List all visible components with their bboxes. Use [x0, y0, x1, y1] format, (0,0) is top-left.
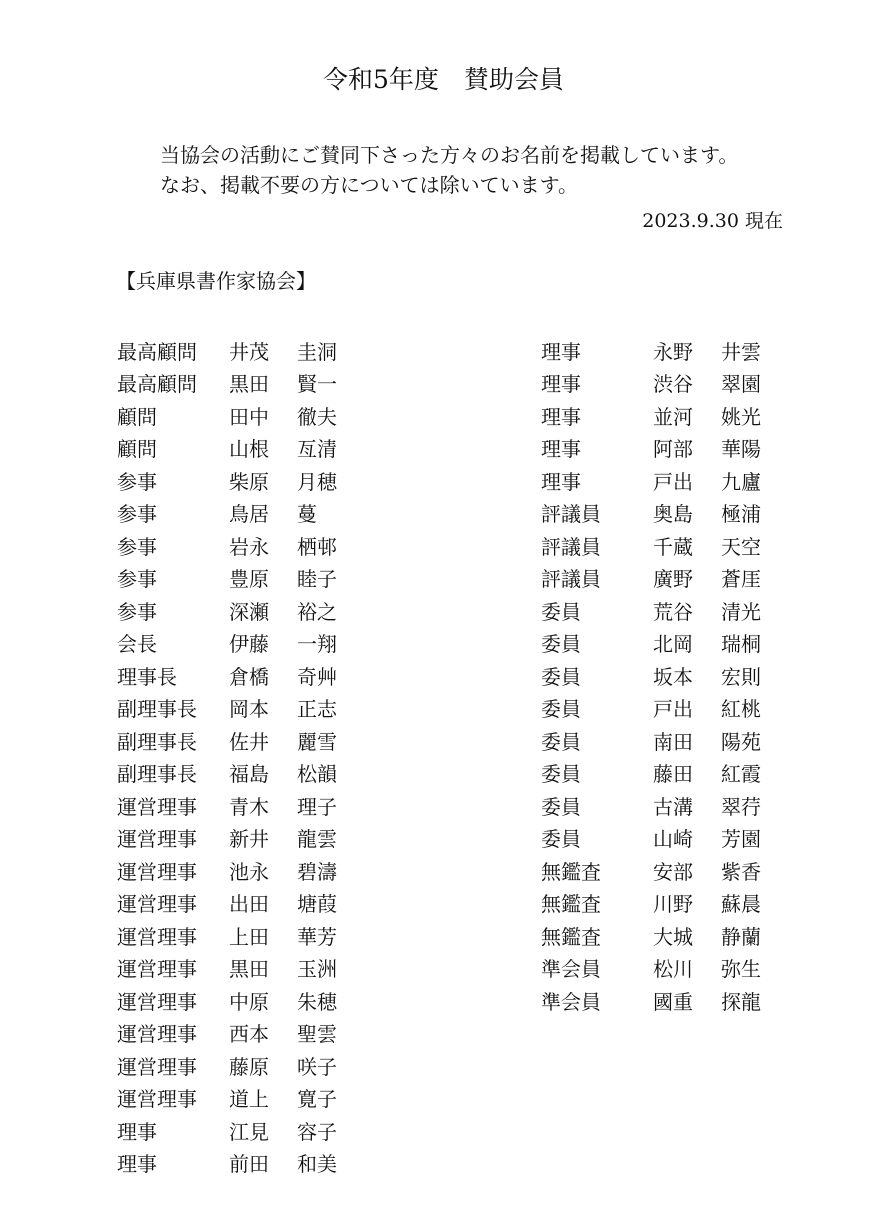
- member-role: 委員: [541, 762, 581, 787]
- member-row: [117, 984, 377, 1017]
- member-surname: 渋谷: [653, 372, 693, 397]
- member-role: 副理事長: [117, 729, 197, 754]
- member-role: 最高顧問: [117, 372, 197, 397]
- member-given-name: 塘葭: [297, 892, 337, 917]
- member-given-name: 碧濤: [297, 859, 337, 884]
- member-given-name: 華芳: [297, 924, 337, 949]
- member-surname: 中原: [229, 989, 269, 1014]
- member-row: [541, 497, 801, 530]
- member-row: [541, 399, 801, 432]
- member-given-name: 蒼厓: [721, 567, 761, 592]
- member-given-name: 月穂: [297, 469, 337, 494]
- member-surname: 山崎: [653, 827, 693, 852]
- member-row: [541, 367, 801, 400]
- member-given-name: 咲子: [297, 1054, 337, 1079]
- member-row: [541, 822, 801, 855]
- member-row: [117, 367, 377, 400]
- member-surname: 田中: [229, 404, 269, 429]
- member-given-name: 紫香: [721, 859, 761, 884]
- member-role: 参事: [117, 599, 157, 624]
- member-given-name: 静蘭: [721, 924, 761, 949]
- member-row: [541, 464, 801, 497]
- member-surname: 荒谷: [653, 599, 693, 624]
- member-row: [541, 984, 801, 1017]
- member-row: [541, 627, 801, 660]
- member-surname: 深瀬: [229, 599, 269, 624]
- member-given-name: 宏則: [721, 664, 761, 689]
- member-given-name: 亙清: [297, 437, 337, 462]
- member-role: 理事: [541, 372, 581, 397]
- member-given-name: 翠園: [721, 372, 761, 397]
- member-role: 運営理事: [117, 859, 197, 884]
- member-given-name: 朱穂: [297, 989, 337, 1014]
- member-given-name: 瑞桐: [721, 632, 761, 657]
- member-given-name: 極浦: [721, 502, 761, 527]
- page-title: 令和5年度 賛助会員: [323, 65, 564, 94]
- member-row: [117, 1147, 377, 1180]
- member-row: [117, 1049, 377, 1082]
- member-surname: 黒田: [229, 957, 269, 982]
- member-role: 運営理事: [117, 1054, 197, 1079]
- member-role: 参事: [117, 534, 157, 559]
- member-role: 運営理事: [117, 924, 197, 949]
- member-given-name: 蔓: [297, 502, 317, 527]
- member-given-name: 徹夫: [297, 404, 337, 429]
- member-row: [541, 887, 801, 920]
- member-row: [541, 334, 801, 367]
- member-row: [541, 789, 801, 822]
- member-surname: 豊原: [229, 567, 269, 592]
- members-column-left: [117, 334, 377, 1179]
- member-row: [117, 1017, 377, 1050]
- member-row: [117, 919, 377, 952]
- member-given-name: 奇艸: [297, 664, 337, 689]
- member-row: [541, 562, 801, 595]
- member-role: 理事: [117, 1152, 157, 1177]
- member-row: [541, 594, 801, 627]
- member-surname: 廣野: [653, 567, 693, 592]
- member-given-name: 松韻: [297, 762, 337, 787]
- member-row: [117, 1082, 377, 1115]
- member-row: [541, 692, 801, 725]
- member-role: 理事: [541, 437, 581, 462]
- member-given-name: 芳園: [721, 827, 761, 852]
- member-surname: 松川: [653, 957, 693, 982]
- member-row: [117, 497, 377, 530]
- member-surname: 藤原: [229, 1054, 269, 1079]
- member-role: 最高顧問: [117, 339, 197, 364]
- member-given-name: 弥生: [721, 957, 761, 982]
- member-surname: 池永: [229, 859, 269, 884]
- member-row: [541, 952, 801, 985]
- member-surname: 佐井: [229, 729, 269, 754]
- member-surname: 道上: [229, 1087, 269, 1112]
- member-surname: 上田: [229, 924, 269, 949]
- member-role: 運営理事: [117, 794, 197, 819]
- member-role: 委員: [541, 794, 581, 819]
- member-role: 副理事長: [117, 762, 197, 787]
- member-row: [117, 594, 377, 627]
- member-row: [117, 659, 377, 692]
- member-role: 運営理事: [117, 827, 197, 852]
- member-row: [117, 789, 377, 822]
- member-surname: 奥島: [653, 502, 693, 527]
- member-row: [541, 724, 801, 757]
- member-given-name: 裕之: [297, 599, 337, 624]
- member-role: 評議員: [541, 567, 601, 592]
- member-given-name: 翠荇: [721, 794, 761, 819]
- member-role: 副理事長: [117, 697, 197, 722]
- member-row: [117, 757, 377, 790]
- member-row: [117, 334, 377, 367]
- member-surname: 新井: [229, 827, 269, 852]
- member-surname: 青木: [229, 794, 269, 819]
- member-row: [117, 887, 377, 920]
- member-surname: 安部: [653, 859, 693, 884]
- member-role: 参事: [117, 567, 157, 592]
- member-given-name: 一翔: [297, 632, 337, 657]
- member-row: [117, 464, 377, 497]
- member-role: 準会員: [541, 957, 601, 982]
- member-surname: 北岡: [653, 632, 693, 657]
- member-role: 委員: [541, 697, 581, 722]
- member-row: [117, 724, 377, 757]
- member-role: 理事: [541, 469, 581, 494]
- member-role: 委員: [541, 632, 581, 657]
- member-surname: 藤田: [653, 762, 693, 787]
- member-role: 評議員: [541, 534, 601, 559]
- member-surname: 岩永: [229, 534, 269, 559]
- member-row: [117, 562, 377, 595]
- member-surname: 國重: [653, 989, 693, 1014]
- member-surname: 川野: [653, 892, 693, 917]
- member-role: 委員: [541, 729, 581, 754]
- member-surname: 千蔵: [653, 534, 693, 559]
- member-given-name: 龍雲: [297, 827, 337, 852]
- member-given-name: 探龍: [721, 989, 761, 1014]
- member-role: 顧問: [117, 437, 157, 462]
- member-role: 参事: [117, 469, 157, 494]
- member-row: [541, 757, 801, 790]
- member-row: [541, 854, 801, 887]
- organization-heading: 【兵庫県書作家協会】: [116, 269, 316, 293]
- member-surname: 古溝: [653, 794, 693, 819]
- member-role: 理事: [117, 1119, 157, 1144]
- member-surname: 伊藤: [229, 632, 269, 657]
- member-surname: 岡本: [229, 697, 269, 722]
- member-given-name: 陽苑: [721, 729, 761, 754]
- member-given-name: 九廬: [721, 469, 761, 494]
- member-surname: 西本: [229, 1022, 269, 1047]
- member-role: 参事: [117, 502, 157, 527]
- member-surname: 永野: [653, 339, 693, 364]
- member-role: 運営理事: [117, 892, 197, 917]
- member-surname: 坂本: [653, 664, 693, 689]
- member-given-name: 蘇晨: [721, 892, 761, 917]
- member-role: 委員: [541, 599, 581, 624]
- member-role: 運営理事: [117, 957, 197, 982]
- member-surname: 鳥居: [229, 502, 269, 527]
- member-given-name: 容子: [297, 1119, 337, 1144]
- member-surname: 黒田: [229, 372, 269, 397]
- member-role: 運営理事: [117, 989, 197, 1014]
- member-row: [117, 529, 377, 562]
- member-surname: 出田: [229, 892, 269, 917]
- member-given-name: 紅桃: [721, 697, 761, 722]
- member-row: [117, 1114, 377, 1147]
- member-row: [117, 432, 377, 465]
- member-row: [117, 692, 377, 725]
- member-surname: 並河: [653, 404, 693, 429]
- member-role: 運営理事: [117, 1022, 197, 1047]
- member-given-name: 睦子: [297, 567, 337, 592]
- member-surname: 山根: [229, 437, 269, 462]
- intro-text: [160, 140, 860, 200]
- member-surname: 前田: [229, 1152, 269, 1177]
- member-given-name: 賢一: [297, 372, 337, 397]
- member-row: [117, 627, 377, 660]
- member-role: 理事長: [117, 664, 177, 689]
- member-given-name: 華陽: [721, 437, 761, 462]
- member-given-name: 正志: [297, 697, 337, 722]
- member-surname: 戸出: [653, 697, 693, 722]
- member-given-name: 和美: [297, 1152, 337, 1177]
- member-row: [541, 432, 801, 465]
- member-given-name: 理子: [297, 794, 337, 819]
- member-given-name: 清光: [721, 599, 761, 624]
- members-column-right: [541, 334, 801, 1017]
- member-role: 委員: [541, 664, 581, 689]
- member-surname: 大城: [653, 924, 693, 949]
- member-row: [541, 659, 801, 692]
- member-role: 顧問: [117, 404, 157, 429]
- member-given-name: 麗雪: [297, 729, 337, 754]
- member-row: [117, 399, 377, 432]
- member-role: 委員: [541, 827, 581, 852]
- member-given-name: 天空: [721, 534, 761, 559]
- member-role: 運営理事: [117, 1087, 197, 1112]
- member-surname: 倉橋: [229, 664, 269, 689]
- member-row: [117, 854, 377, 887]
- member-given-name: 玉洲: [297, 957, 337, 982]
- member-surname: 阿部: [653, 437, 693, 462]
- member-surname: 井茂: [229, 339, 269, 364]
- member-given-name: 栖邨: [297, 534, 337, 559]
- member-given-name: 紅霞: [721, 762, 761, 787]
- as-of-date: 2023.9.30 現在: [642, 210, 783, 232]
- member-given-name: 寛子: [297, 1087, 337, 1112]
- member-given-name: 井雲: [721, 339, 761, 364]
- member-surname: 戸出: [653, 469, 693, 494]
- member-role: 無鑑査: [541, 924, 601, 949]
- member-role: 評議員: [541, 502, 601, 527]
- member-row: [541, 919, 801, 952]
- member-role: 理事: [541, 404, 581, 429]
- member-row: [117, 952, 377, 985]
- member-surname: 柴原: [229, 469, 269, 494]
- member-given-name: 姚光: [721, 404, 761, 429]
- member-role: 準会員: [541, 989, 601, 1014]
- member-role: 会長: [117, 632, 157, 657]
- intro-line-1: 当協会の活動にご賛同下さった方々のお名前を掲載しています。: [160, 143, 739, 167]
- intro-line-2: なお、掲載不要の方については除いています。: [160, 173, 578, 197]
- member-given-name: 圭洞: [297, 339, 337, 364]
- member-role: 無鑑査: [541, 892, 601, 917]
- member-role: 無鑑査: [541, 859, 601, 884]
- member-role: 理事: [541, 339, 581, 364]
- member-row: [117, 822, 377, 855]
- member-given-name: 聖雲: [297, 1022, 337, 1047]
- member-row: [541, 529, 801, 562]
- member-surname: 南田: [653, 729, 693, 754]
- member-surname: 福島: [229, 762, 269, 787]
- member-surname: 江見: [229, 1119, 269, 1144]
